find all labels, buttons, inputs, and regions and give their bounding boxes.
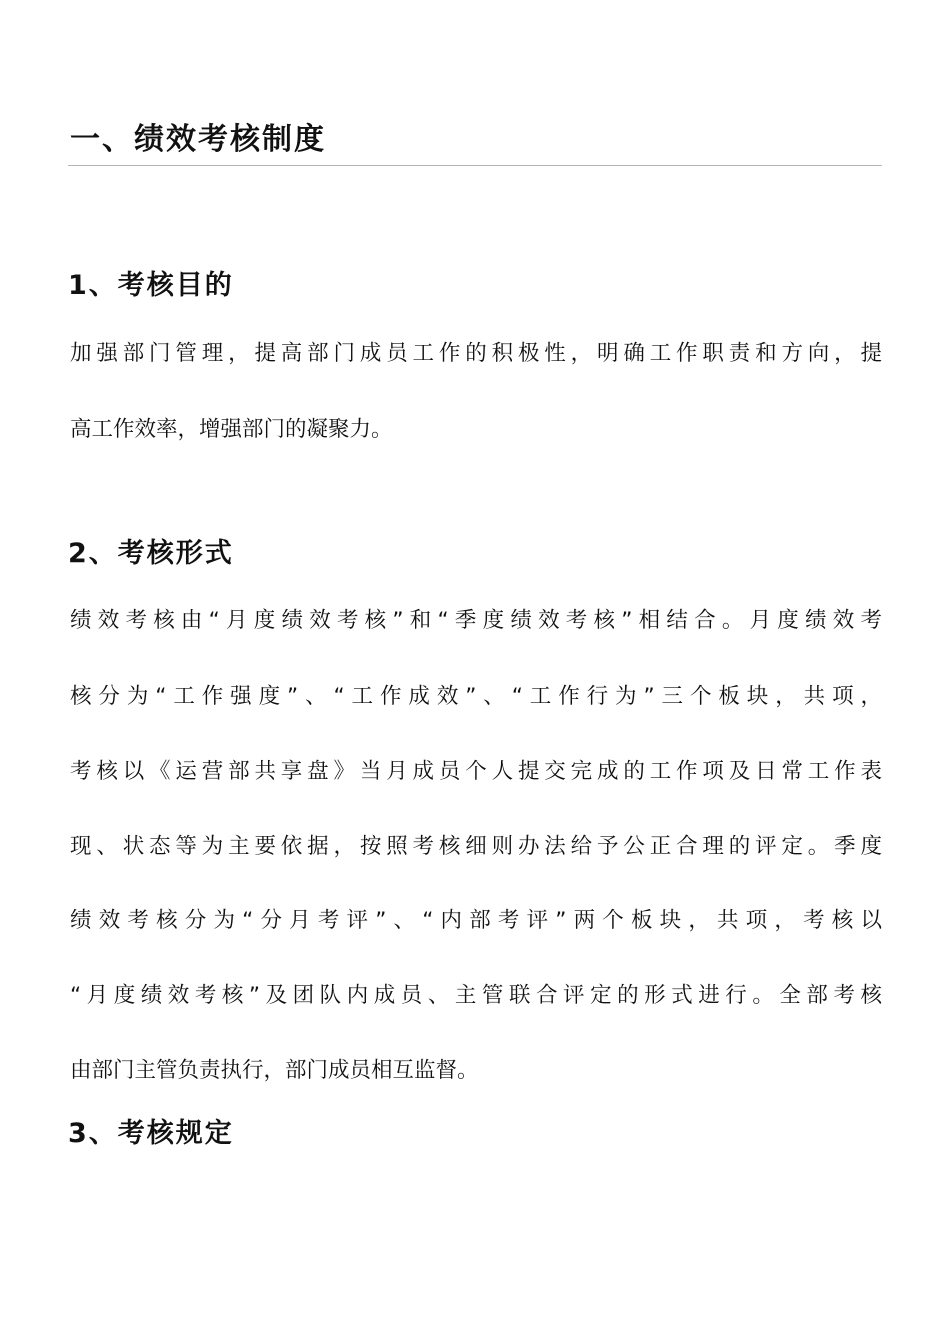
paragraph-line: 加强部门管理，提高部门成员工作的积极性，明确工作职责和方向，提 <box>70 341 882 366</box>
paragraph-line: 现、状态等为主要依据，按照考核细则办法给予公正合理的评定。季度 <box>70 834 882 859</box>
paragraph-line: 高工作效率，增强部门的凝聚力。 <box>70 417 393 442</box>
section-heading-form: 2、考核形式 <box>68 538 234 569</box>
page-title: 一、绩效考核制度 <box>70 122 326 157</box>
paragraph-line: 考核以《运营部共享盘》当月成员个人提交完成的工作项及日常工作表 <box>70 759 882 784</box>
section-heading-purpose: 1、考核目的 <box>68 270 234 301</box>
paragraph-line: 绩效考核分为“分月考评”、“内部考评”两个板块，共项，考核以 <box>70 908 882 933</box>
section-heading-rules: 3、考核规定 <box>68 1118 234 1149</box>
paragraph-line: “月度绩效考核”及团队内成员、主管联合评定的形式进行。全部考核 <box>70 983 882 1008</box>
paragraph-line: 核分为“工作强度”、“工作成效”、“工作行为”三个板块，共项， <box>70 684 882 709</box>
paragraph-line: 由部门主管负责执行，部门成员相互监督。 <box>70 1058 479 1083</box>
title-divider <box>68 165 882 166</box>
paragraph-line: 绩效考核由“月度绩效考核”和“季度绩效考核”相结合。月度绩效考 <box>70 608 882 633</box>
